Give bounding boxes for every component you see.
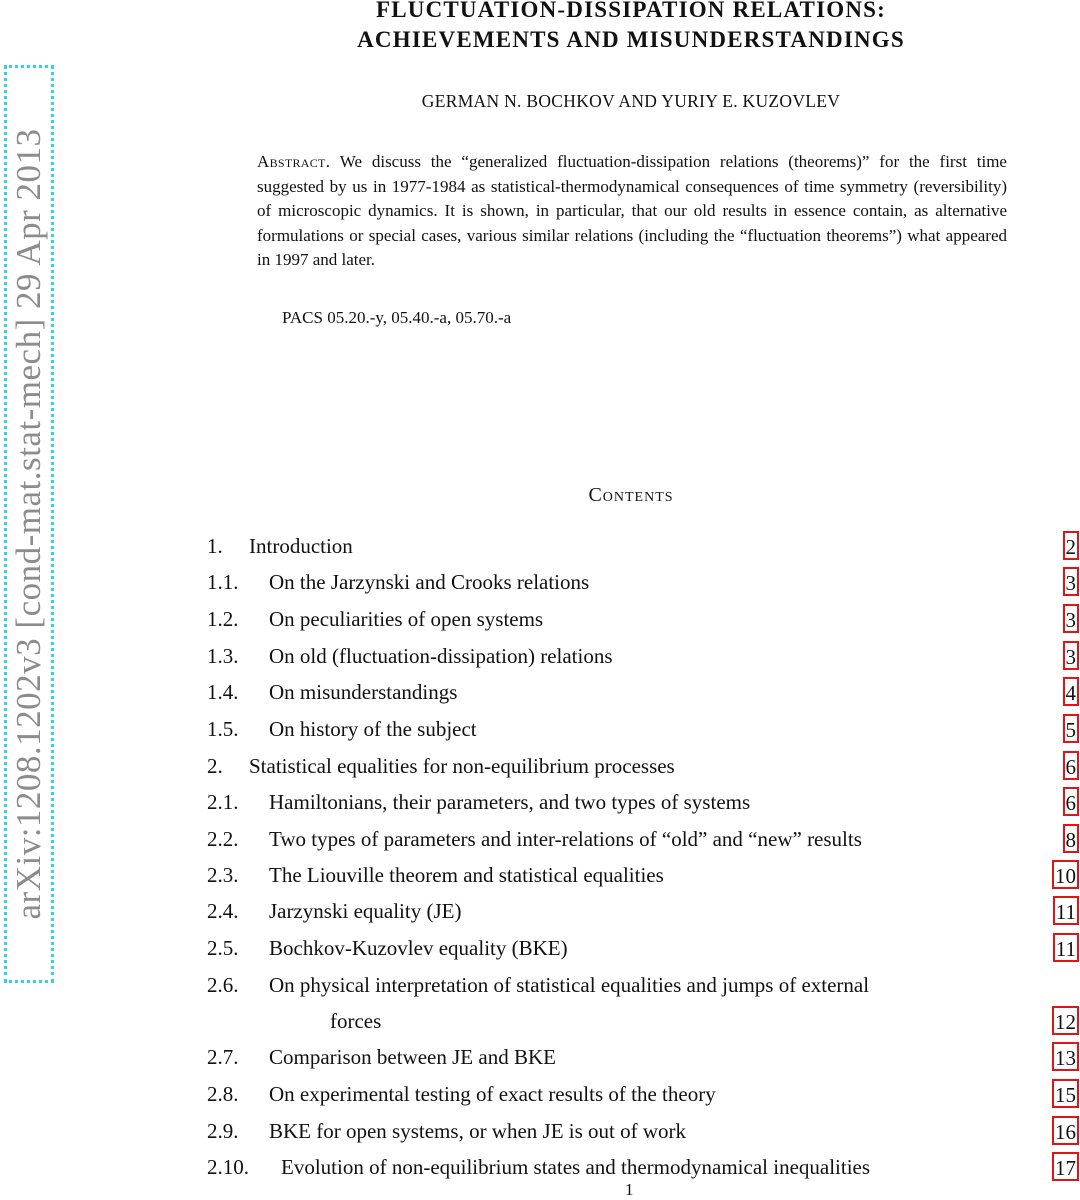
toc-page-link[interactable]: 2 [1063,531,1080,560]
toc-number: 2.5. [207,936,239,960]
toc-title: Comparison between JE and BKE [269,1045,556,1069]
abstract [257,150,1007,273]
toc-title: On experimental testing of exact results of the theory [269,1082,716,1106]
toc-title: On physical interpretation of statistical equalities and jumps of external [269,973,870,997]
toc-number: 1.2. [207,607,239,631]
toc-title-continuation: forces [330,1009,382,1033]
toc-title: Introduction [249,534,353,558]
toc-entry [207,1042,1079,1072]
toc-entry [207,677,1079,707]
toc-page-link[interactable]: 11 [1053,896,1079,925]
toc-number: 1.3. [207,644,239,668]
toc-title: The Liouville theorem and statistical equalities [269,863,664,887]
toc-entry [207,1079,1079,1109]
toc-entry [207,751,1079,781]
toc-page-link[interactable]: 6 [1063,787,1080,816]
toc-page-link[interactable]: 8 [1063,824,1080,853]
toc-entry [207,970,1079,1000]
toc-title: BKE for open systems, or when JE is out of work [269,1119,687,1143]
toc-title: On misunderstandings [269,680,458,704]
toc-page-link[interactable]: 6 [1063,751,1080,780]
page-number: 1 [625,1180,634,1199]
toc-page-link[interactable]: 3 [1063,567,1080,596]
toc-number: 2.2. [207,827,239,851]
toc-entry [207,787,1079,817]
toc-entry [207,641,1079,671]
paper-title-line-2: ACHIEVEMENTS AND MISUNDERSTANDINGS [357,27,905,52]
toc-entry [207,1116,1079,1146]
toc-number: 2.6. [207,973,239,997]
authors: GERMAN N. BOCHKOV AND YURIY E. KUZOVLEV [421,91,841,111]
pacs-codes: PACS 05.20.-y, 05.40.-a, 05.70.-a [282,308,512,327]
toc-entry [207,604,1079,634]
arxiv-identifier: arXiv:1208.1202v3 [cond-mat.stat-mech] 29 Apr 2013 [9,128,48,920]
toc-entry [207,933,1079,963]
toc-entry-continuation [207,1006,1079,1036]
toc-title: Statistical equalities for non-equilibrium processes [249,754,675,778]
toc-number: 1.4. [207,680,239,704]
toc-page-link[interactable]: 13 [1052,1042,1079,1071]
toc-page-link[interactable]: 3 [1063,604,1080,633]
toc-number: 2.9. [207,1119,239,1143]
toc-entry [207,860,1079,890]
toc-title: Two types of parameters and inter-relations of “old” and “new” results [269,827,862,851]
toc-entry [207,531,1079,561]
toc-entry [207,567,1079,597]
toc-page-link[interactable]: 5 [1063,714,1080,743]
toc-page-link[interactable]: 3 [1063,641,1080,670]
toc-number: 2.7. [207,1045,239,1069]
toc-page-link[interactable]: 17 [1052,1152,1079,1181]
toc-number: 2.8. [207,1082,239,1106]
paper-title-line-1: FLUCTUATION-DISSIPATION RELATIONS: [375,0,887,22]
toc-page-link[interactable]: 11 [1053,933,1079,962]
toc-number: 2. [207,754,223,778]
abstract-text: We discuss the “generalized fluctuation-dissipation relations (theorems)” for the first time suggested by us in 1977-1984 as statistical-thermodynamical consequences of time symmetry (reversibility) of microscopic dynamics. It is shown, in particular, that our old results in essence contain, as alternative formulations or special cases, various similar relations (including the “fluctuation theorems”) what appeared in 1997 and later. [257,152,1007,270]
toc-number: 1. [207,534,223,558]
toc-page-link[interactable]: 10 [1052,860,1079,889]
toc-number: 1.5. [207,717,239,741]
arxiv-stamp [4,65,54,983]
toc-title: Jarzynski equality (JE) [269,899,462,923]
toc-title: Bochkov-Kuzovlev equality (BKE) [269,936,568,960]
toc-title: On the Jarzynski and Crooks relations [269,570,590,594]
abstract-label: Abstract. [257,152,331,171]
contents-heading: Contents [588,484,674,506]
toc-title: Evolution of non-equilibrium states and thermodynamical inequalities [281,1155,871,1179]
toc-entry [207,714,1079,744]
toc-entry [207,896,1079,926]
toc-page-link[interactable]: 12 [1052,1006,1079,1035]
toc-title: On history of the subject [269,717,477,741]
toc-page-link[interactable]: 4 [1063,677,1080,706]
toc-page-link[interactable]: 15 [1052,1079,1079,1108]
toc-title: On peculiarities of open systems [269,607,544,631]
toc-title: Hamiltonians, their parameters, and two types of systems [269,790,751,814]
toc-number: 1.1. [207,570,239,594]
toc-page-link[interactable]: 16 [1052,1116,1079,1145]
toc-entry [207,1152,1079,1182]
toc-title: On old (fluctuation-dissipation) relations [269,644,613,668]
toc-entry [207,824,1079,854]
toc-number: 2.10. [207,1155,249,1179]
toc-number: 2.3. [207,863,239,887]
toc-number: 2.4. [207,899,239,923]
toc-number: 2.1. [207,790,239,814]
